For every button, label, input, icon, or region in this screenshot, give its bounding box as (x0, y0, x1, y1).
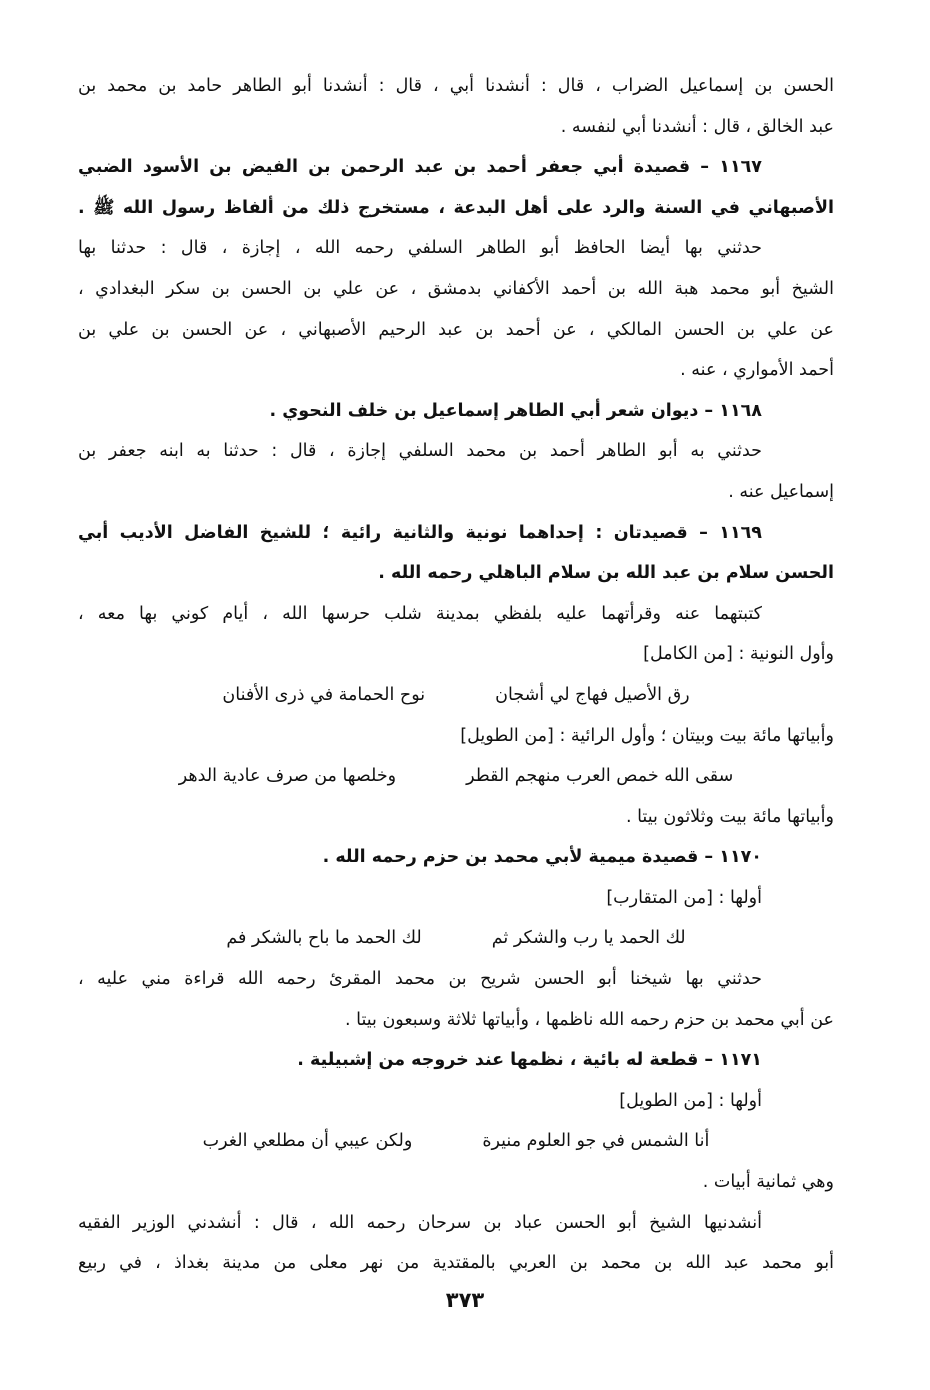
text-line: عن علي بن الحسن المالكي ، عن أحمد بن عبد الرحيم الأصبهاني ، عن الحسن بن علي بن (78, 319, 834, 340)
text-line: أولها : [من المتقارب] (606, 887, 762, 908)
entry-heading-line: ١١٧١ – قطعة له بائية ، نظمها عند خروجه من إشبيلية . (297, 1050, 762, 1071)
verse-4-first-hemistich: أنا الشمس في جو العلوم منيرة (482, 1131, 710, 1152)
text-block-1 (78, 66, 834, 675)
entry-heading-line: الأصبهاني في السنة والرد على أهل البدعة ، مستخرج ذلك من ألفاظ رسول الله ﷺ . (78, 197, 834, 218)
verse-2-second-hemistich: وخلصها من صرف عادية الدهر (178, 766, 397, 787)
page-body (78, 66, 834, 1284)
verse-1-second-hemistich: نوح الحمامة في ذرى الأفنان (222, 684, 426, 705)
text-block-2 (78, 716, 834, 757)
text-line: الحسن بن إسماعيل الضراب ، قال : أنشدنا أبي ، قال : أنشدنا أبو الطاهر حامد بن محمد بن (78, 76, 834, 96)
text-line: وأبياتها مائة بيت وبيتان ؛ وأول الرائية : [من الطويل] (460, 725, 834, 746)
text-line: إسماعيل عنه . (728, 481, 834, 502)
verse-4-second-hemistich: ولكن عيبي أن مطلعي الغرب (202, 1131, 413, 1152)
text-block-3 (78, 797, 834, 919)
text-line: عبد الخالق ، قال : أنشدنا أبي لنفسه . (560, 116, 834, 137)
text-block-4 (78, 959, 834, 1121)
text-line: الشيخ أبو محمد هبة الله بن أحمد الأكفاني بدمشق ، عن علي بن الحسن بن سكر البغدادي ، (78, 278, 834, 299)
verse-2-first-hemistich: سقى الله خمص العرب منهجم القطر (466, 766, 734, 787)
verse-1-first-hemistich: رق الأصيل فهاج لي أشجان (495, 684, 690, 705)
text-line: عن أبي محمد بن حزم رحمه الله ناظمها ، وأبياتها ثلاثة وسبعون بيتا . (345, 1009, 834, 1030)
text-line: حدثني بها شيخنا أبو الحسن شريح بن محمد المقرئ رحمه الله قراءة مني عليه ، (78, 969, 762, 990)
text-block-5 (78, 1162, 834, 1284)
text-line: وهي ثمانية أبيات . (702, 1172, 834, 1193)
verse-3-second-hemistich: لك الحمد ما باح بالشكر فم (226, 928, 422, 949)
entry-heading-line: ١١٦٩ – قصيدتان : إحداهما نونية والثانية رائية ؛ للشيخ الفاضل الأديب أبي (78, 522, 762, 543)
text-line: حدثني به أبو الطاهر أحمد بن محمد السلفي إجازة ، قال : حدثنا به ابنه جعفر بن (78, 441, 762, 462)
verse-3-first-hemistich: لك الحمد يا رب والشكر ثم (491, 928, 686, 949)
verse-1 (78, 675, 834, 716)
text-line: أحمد الأمواري ، عنه . (680, 360, 834, 381)
text-line: أولها : [من الطويل] (619, 1090, 762, 1111)
text-line: أنشدنيها الشيخ أبو الحسن عباد بن سرحان رحمه الله ، قال : أنشدني الوزير الفقيه (78, 1212, 762, 1233)
entry-heading-line: ١١٦٨ – ديوان شعر أبي الطاهر إسماعيل بن خلف النحوي . (269, 400, 762, 421)
entry-heading-line: الحسن سلام بن عبد الله بن سلام الباهلي رحمه الله . (378, 563, 834, 584)
text-line: كتبتهما عنه وقرأتهما عليه بلفظي بمدينة شلب حرسها الله ، أيام كوني بها معه ، (78, 603, 762, 624)
entry-heading-line: ١١٦٧ – قصيدة أبي جعفر أحمد بن عبد الرحمن بن الفيض بن الأسود الضبي (78, 157, 762, 178)
text-line: أبو محمد عبد الله بن محمد بن العربي بالمقتدية من نهر معلى من مدينة بغداذ ، في ربيع (78, 1253, 834, 1274)
entry-heading-line: ١١٧٠ – قصيدة ميمية لأبي محمد بن حزم رحمه الله . (322, 847, 762, 868)
text-line: وأبياتها مائة بيت وثلاثون بيتا . (625, 806, 834, 827)
text-line: وأول النونية : [من الكامل] (643, 644, 834, 665)
verse-2 (78, 756, 834, 797)
verse-3 (78, 918, 834, 959)
verse-4 (78, 1121, 834, 1162)
text-line: حدثني بها أيضا الحافظ أبو الطاهر السلفي رحمه الله ، إجازة ، قال : حدثنا بها (78, 238, 762, 259)
page-number: ٣٧٣ (445, 1288, 485, 1312)
